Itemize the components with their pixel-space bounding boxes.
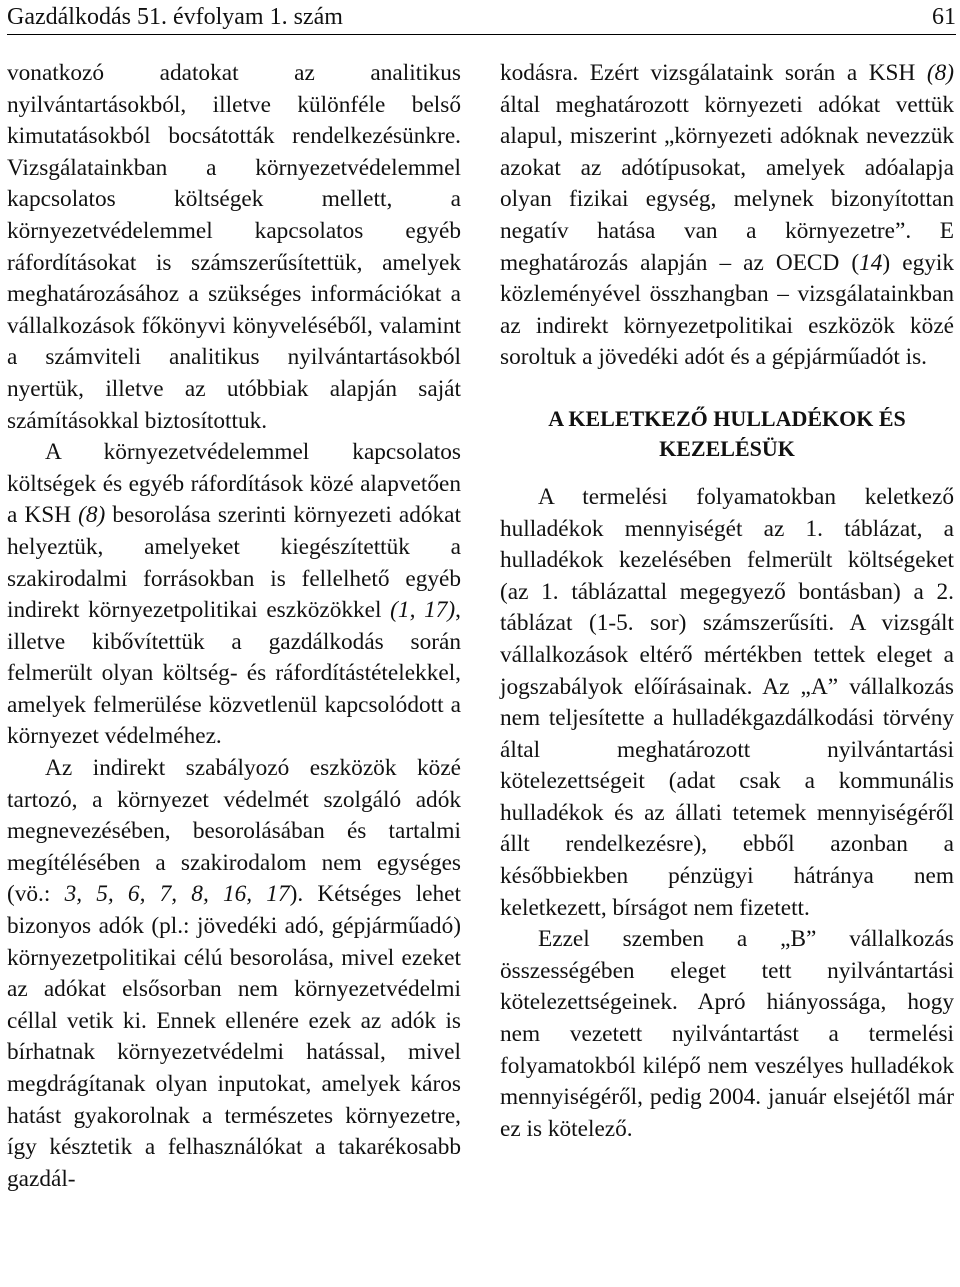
paragraph <box>500 482 954 924</box>
right-column <box>500 58 954 1145</box>
citation: (8) <box>78 502 106 529</box>
citation: (8) <box>926 60 954 86</box>
citation: (1, 17) <box>390 597 456 624</box>
left-column <box>7 58 461 1195</box>
paragraph-text: A termelési folyamatokban keletkező hulladékok mennyiségét az 1. táblázat, a hulladékok kezelésében felmerült költségeket (az 1. táblázattal megegyező bontásban) a 2. táblázat (1-5. sor) számszerűsíti. A vizsgált vállalkozások eltérő mértékben tettek eleget a jogszabályok előírásainak. Az „A” vállalkozás nem teljesítette a hulladékgazdálkodási törvény által meghatározott nyilvántartási kötelezettségeit (adat csak a kommunális hulladékok és az állati tetemek mennyiségéről állt rendelkezésre), ebből azonban a későbbiekben pénzügyi hátránya nem keletkezett, bírságot nem fizetett. <box>500 483 954 921</box>
paragraph-text: , illetve kibővítettük a gazdálkodás során felmerült olyan költség- és ráfordítástételekkel, amelyek felmerülése közvetlenül kapcsolódott a környezet védelméhez. <box>7 597 461 750</box>
paragraph-text: vonatkozó adatokat az analitikus nyilvántartásokból, illetve különféle belső kimutatásokból bocsátották rendelkezésünkre. Vizsgálatainkban a környezetvédelemmel kapcsolatos költségek mellett, a környezetvédelemmel kapcsolatos egyéb ráfordításokat is számszerűsítettük, amelyek meghatározásához a szükséges információkat a vállalkozások főkönyvi könyveléséből, valamint a számviteli analitikus nyilvántartásokból nyertük, illetve az utóbbiak alapján saját számításokkal biztosítottuk. <box>7 60 461 434</box>
citation: 14 <box>859 249 883 276</box>
section-heading: A KELETKEZŐ HULLADÉKOK ÉS KEZELÉSÜK <box>548 405 906 461</box>
paragraph-text: besorolása szerinti környezeti adókat helyeztük, amelyeket kiegészítettük a szakirodalmi forrásokban is fellelhető egyéb indirekt környezetpolitikai eszközökkel <box>7 502 461 624</box>
paragraph-text: ) egyik közleményével összhangban – vizsgálatainkban az indirekt környezetpolitikai eszközök közé soroltuk a jövedéki adót és a gépjárműadót is. <box>500 249 954 371</box>
paragraph-text: által meghatározott környezeti adókat vettük alapul, miszerint „környezeti adóknak nevezzük azokat az adótípusokat, amelyek adóalapja olyan fizikai egység, melynek bizonyítottan negatív hatása van a környezetre”. E meghatározás alapján – az OECD ( <box>500 91 954 276</box>
paragraph <box>500 58 954 374</box>
page-number: 61 <box>932 4 956 30</box>
paragraph <box>7 437 461 753</box>
paragraph-text: A környezetvédelemmel kapcsolatos költségek és egyéb ráfordítások közé alapvetően a KSH <box>7 439 461 529</box>
citation: 3, 5, 6, 7, 8, 16, 17 <box>64 881 290 908</box>
paragraph <box>7 753 461 1195</box>
paragraph-text: kodásra. Ezért vizsgálataink során a KSH <box>500 60 927 86</box>
paragraph-text: Ezzel szemben a „B” vállalkozás összességében eleget tett nyilvántartási kötelezettségeinek. Apró hiányossága, hogy nem vezetett nyilvántartást a termelési folyamatokból kilépő nem veszélyes hulladékok mennyiségéről, pedig 2004. január elsejétől már ez is kötelező. <box>500 926 954 1142</box>
paragraph-text: ). Kétséges lehet bizonyos adók (pl.: jövedéki adó, gépjárműadó) környezetpolitikai célú besorolása, mivel ezeket az adókat elsősorban nem környezetvédelmi céllal vetik ki. Ennek ellenére ezek az adók is bírhatnak környezetvédelmi hatással, mivel megdrágítanak olyan inputokat, amelyek káros hatást gyakorolnak a természetes környezetre, így késztetik a felhasználókat a takarékosabb gazdál- <box>7 881 461 1192</box>
paragraph-text: Az indirekt szabályozó eszközök közé tartozó, a környezet védelmét szolgáló adók megnevezésében, besorolásában és tartalmi megítélésében a szakirodalom nem egységes (vö.: <box>7 755 461 908</box>
journal-title: Gazdálkodás 51. évfolyam 1. szám <box>7 4 343 30</box>
page-header <box>7 0 956 35</box>
paragraph <box>500 924 954 1145</box>
paragraph <box>7 58 461 437</box>
